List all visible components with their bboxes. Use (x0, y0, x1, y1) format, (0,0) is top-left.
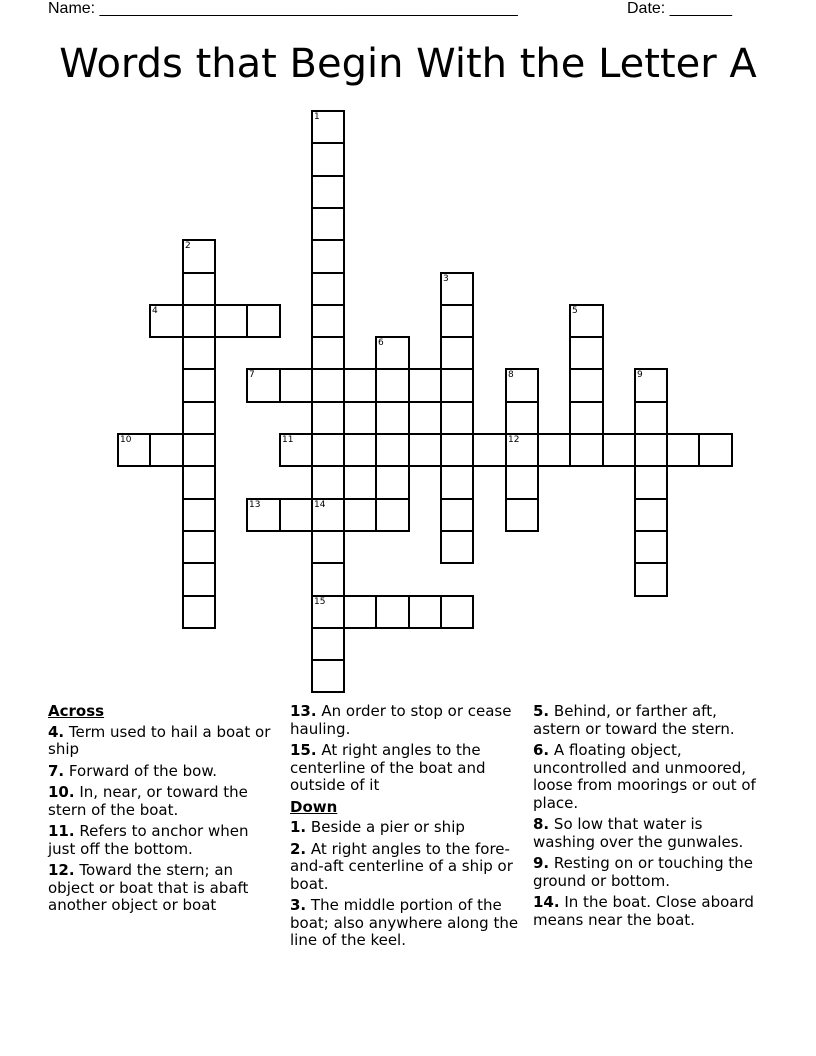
grid-cell[interactable] (279, 368, 313, 403)
grid-cell-number: 1 (314, 112, 320, 122)
grid-cell[interactable] (182, 368, 216, 403)
grid-cell[interactable] (182, 239, 216, 274)
grid-cell[interactable] (343, 368, 377, 403)
grid-cell[interactable] (343, 595, 377, 629)
grid-cell[interactable] (505, 465, 539, 500)
date-field: Date: _______ (627, 0, 732, 17)
grid-cell[interactable] (375, 401, 410, 435)
grid-cell[interactable] (311, 272, 345, 306)
grid-cell[interactable] (440, 304, 474, 338)
across-heading: Across (48, 702, 105, 720)
grid-cell[interactable] (279, 433, 313, 467)
grid-cell[interactable] (246, 304, 281, 338)
grid-cell[interactable] (343, 433, 377, 467)
grid-cell[interactable] (666, 433, 700, 467)
grid-cell[interactable] (117, 433, 151, 467)
clue-across-12: 12. Toward the stern; an object or boat that is abaft another object or boat (48, 861, 249, 914)
grid-cell[interactable] (375, 465, 410, 500)
clue-across-4: 4. Term used to hail a boat or ship (48, 722, 271, 758)
grid-cell-number: 5 (572, 306, 578, 316)
grid-cell[interactable] (182, 498, 216, 532)
grid-cell[interactable] (149, 304, 184, 338)
grid-cell[interactable] (246, 498, 281, 532)
grid-cell[interactable] (311, 368, 345, 403)
grid-cell-number: 11 (282, 435, 294, 445)
grid-cell[interactable] (634, 368, 668, 403)
grid-cell[interactable] (569, 336, 604, 370)
grid-cell[interactable] (440, 433, 474, 467)
grid-cell[interactable] (375, 336, 410, 370)
grid-cell[interactable] (311, 110, 345, 144)
grid-cell-number: 10 (120, 435, 132, 445)
clues-column-2 (290, 703, 520, 954)
grid-cell[interactable] (311, 562, 345, 597)
clue-across-11: 11. Refers to anchor when just off the bottom. (48, 822, 249, 858)
grid-cell[interactable] (408, 433, 442, 467)
grid-cell[interactable] (375, 368, 410, 403)
grid-cell-number: 13 (249, 500, 261, 510)
grid-cell[interactable] (440, 465, 474, 500)
grid-cell[interactable] (440, 401, 474, 435)
grid-cell[interactable] (182, 562, 216, 597)
grid-cell[interactable] (634, 562, 668, 597)
grid-cell[interactable] (569, 433, 604, 467)
grid-cell-number: 6 (378, 338, 384, 348)
grid-cell[interactable] (505, 368, 539, 403)
grid-cell-number: 3 (443, 274, 449, 284)
clues-column-1 (48, 703, 278, 919)
grid-cell[interactable] (311, 433, 345, 467)
grid-cell[interactable] (569, 401, 604, 435)
grid-cell[interactable] (569, 304, 604, 338)
grid-cell[interactable] (311, 465, 345, 500)
grid-cell-number: 14 (314, 500, 326, 510)
grid-cell[interactable] (440, 272, 474, 306)
clue-down-5: 5. Behind, or farther aft, astern or toward the stern. (533, 702, 735, 738)
grid-cell[interactable] (182, 595, 216, 629)
grid-cell[interactable] (634, 498, 668, 532)
grid-cell[interactable] (311, 530, 345, 564)
grid-cell[interactable] (311, 401, 345, 435)
grid-cell[interactable] (634, 433, 668, 467)
grid-cell[interactable] (343, 498, 377, 532)
grid-cell[interactable] (440, 336, 474, 370)
clue-down-9: 9. Resting on or touching the ground or bottom. (533, 854, 754, 890)
grid-cell[interactable] (311, 239, 345, 274)
clue-down-2: 2. At right angles to the fore-and-aft centerline of a ship or boat. (290, 839, 513, 893)
grid-cell-number: 2 (185, 241, 191, 251)
clue-across-13: 13. An order to stop or cease hauling. (290, 702, 512, 738)
grid-cell[interactable] (182, 272, 216, 306)
grid-cell[interactable] (311, 207, 345, 241)
grid-cell[interactable] (311, 498, 345, 532)
grid-cell[interactable] (440, 530, 474, 564)
grid-cell[interactable] (375, 433, 410, 467)
grid-cell[interactable] (505, 401, 539, 435)
grid-cell[interactable] (182, 304, 216, 338)
grid-cell[interactable] (440, 595, 474, 629)
grid-cell[interactable] (246, 368, 281, 403)
grid-cell-number: 12 (508, 435, 520, 445)
clue-down-6: 6. A floating object, uncontrolled and unmoored, loose from moorings or out of place. (533, 741, 756, 812)
grid-cell[interactable] (375, 595, 410, 629)
grid-cell-number: 15 (314, 597, 326, 607)
grid-cell[interactable] (311, 659, 345, 693)
clues-column-3 (533, 703, 763, 933)
grid-cell[interactable] (537, 433, 571, 467)
grid-cell[interactable] (602, 433, 636, 467)
clue-down-14: 14. In the boat. Close aboard means near the boat. (533, 893, 754, 929)
grid-cell[interactable] (634, 530, 668, 564)
grid-cell[interactable] (182, 433, 216, 467)
down-heading: Down (290, 797, 338, 816)
grid-cell[interactable] (311, 304, 345, 338)
grid-cell[interactable] (569, 368, 604, 403)
grid-cell[interactable] (440, 368, 474, 403)
grid-cell[interactable] (472, 433, 507, 467)
name-field: Name: _______________________________________________ (48, 0, 518, 17)
grid-cell-number: 9 (637, 370, 643, 380)
grid-cell[interactable] (182, 401, 216, 435)
clue-across-15: 15. At right angles to the centerline of the boat and outside of it (290, 741, 486, 794)
clue-down-8: 8. So low that water is washing over the gunwales. (533, 815, 744, 851)
clue-across-7: 7. Forward of the bow. (48, 761, 217, 780)
grid-cell[interactable] (408, 368, 442, 403)
grid-cell[interactable] (634, 401, 668, 435)
grid-cell[interactable] (182, 336, 216, 370)
grid-cell[interactable] (698, 433, 733, 467)
grid-cell[interactable] (440, 498, 474, 532)
clue-across-10: 10. In, near, or toward the stern of the boat. (48, 783, 248, 819)
grid-cell-number: 4 (152, 306, 158, 316)
grid-cell-number: 7 (249, 370, 255, 380)
clue-down-1: 1. Beside a pier or ship (290, 818, 465, 836)
grid-cell[interactable] (505, 498, 539, 532)
clue-down-3: 3. The middle portion of the boat; also anywhere along the line of the keel. (290, 896, 519, 949)
grid-cell[interactable] (149, 433, 184, 467)
grid-cell[interactable] (214, 304, 248, 338)
grid-cell[interactable] (311, 142, 345, 177)
grid-cell-number: 8 (508, 370, 514, 380)
grid-cell[interactable] (311, 336, 345, 370)
grid-cell[interactable] (505, 433, 539, 467)
page-title: Words that Begin With the Letter A (59, 41, 757, 87)
grid-cell[interactable] (311, 175, 345, 209)
grid-cell[interactable] (634, 465, 668, 500)
grid-cell[interactable] (375, 498, 410, 532)
grid-cell[interactable] (311, 595, 345, 629)
grid-cell[interactable] (182, 530, 216, 564)
grid-cell[interactable] (279, 498, 313, 532)
grid-cell[interactable] (408, 595, 442, 629)
grid-cell[interactable] (311, 627, 345, 661)
grid-cell[interactable] (182, 465, 216, 500)
